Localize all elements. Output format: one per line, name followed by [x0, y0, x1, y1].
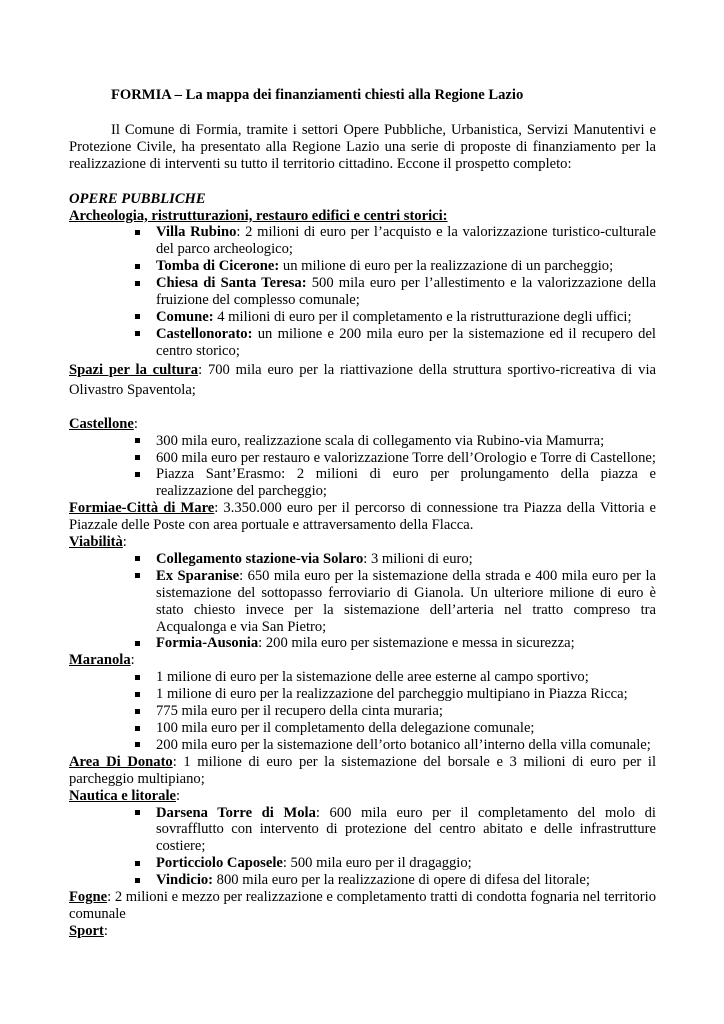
- document-title: FORMIA – La mappa dei finanziamenti chiesti alla Regione Lazio: [111, 87, 524, 103]
- section-title-opere-pubbliche: OPERE PUBBLICHE: [69, 190, 206, 207]
- heading-colon: :: [122, 534, 127, 551]
- item-lead: Ex Sparanise: [156, 567, 240, 584]
- castellone-heading-text: Castellone: [69, 415, 134, 432]
- list-item: 1 milione di euro per la sistemazione delle aree esterne al campo sportivo;: [156, 669, 656, 686]
- formiae-heading: Formiae-Città di Mare: [69, 500, 215, 517]
- nautica-list: [69, 805, 656, 890]
- list-item: [156, 326, 656, 360]
- viabilita-heading: [69, 534, 656, 551]
- list-item: 100 mila euro per il completamento della delegazione comunale;: [156, 720, 656, 737]
- item-lead: Formia-Ausonia: [156, 635, 259, 652]
- sport-heading-text: Sport: [69, 922, 104, 939]
- maranola-list: [69, 669, 656, 754]
- list-item: [156, 855, 656, 872]
- item-text: un milione di euro per la realizzazione di un parcheggio;: [279, 258, 614, 275]
- item-lead: Chiesa di Santa Teresa:: [156, 275, 307, 292]
- list-item: Piazza Sant’Erasmo: 2 milioni di euro per prolungamento della piazza e realizzazione del parcheggio;: [156, 466, 656, 500]
- castellone-list: [69, 433, 656, 501]
- list-item: [156, 805, 656, 856]
- item-text: 800 mila euro per la realizzazione di opere di difesa del litorale;: [213, 872, 590, 889]
- viabilita-list: [69, 551, 656, 652]
- list-item: [156, 551, 656, 568]
- archeologia-heading-text: Archeologia, ristrutturazioni, restauro edifici e centri storici:: [69, 207, 448, 224]
- list-item: [156, 635, 656, 652]
- document-page: [69, 87, 656, 940]
- list-item: 600 mila euro per restauro e valorizzazione Torre dell’Orologio e Torre di Castellone;: [156, 449, 656, 466]
- archeologia-list: [69, 224, 656, 359]
- item-lead: Vindicio:: [156, 872, 214, 889]
- fogne-text: : 2 milioni e mezzo per realizzazione e completamento tratti di condotta fognaria nel territorio comunale: [69, 889, 656, 922]
- area-di-donato-heading: Area Di Donato: [69, 753, 173, 770]
- list-item: 775 mila euro per il recupero della cinta muraria;: [156, 703, 656, 720]
- list-item: [156, 258, 656, 275]
- item-text: 4 milioni di euro per il completamento e la ristrutturazione degli uffici;: [213, 308, 632, 325]
- item-text: : 500 mila euro per il dragaggio;: [282, 855, 472, 872]
- maranola-heading: [69, 652, 656, 669]
- formiae-text: : 3.350.000 euro per il percorso di connessione tra Piazza della Vittoria e Piazzale delle Poste con area portuale e attraversamento della Flacca.: [69, 500, 657, 534]
- list-item: [156, 568, 656, 636]
- item-text: 500 mila euro per l’allestimento e la valorizzazione della fruizione del complesso comunale;: [156, 275, 656, 309]
- item-text: : 600 mila euro per il completamento del molo di sovrafflutto con intervento di protezione del centro abitato e delle infrastrutture costiere;: [156, 804, 656, 855]
- list-item: 300 mila euro, realizzazione scala di collegamento via Rubino-via Mamurra;: [156, 433, 656, 450]
- area-di-donato-text: : 1 milione di euro per la sistemazione del borsale e 3 milioni di euro per il parcheggio multipiano;: [69, 753, 657, 787]
- sport-heading: [69, 923, 656, 940]
- list-item: [156, 275, 656, 309]
- heading-colon: :: [133, 415, 138, 432]
- item-lead: Darsena Torre di Mola: [156, 804, 316, 821]
- item-text: : 200 mila euro per sistemazione e messa in sicurezza;: [258, 635, 575, 652]
- item-text: : 3 milioni di euro;: [363, 550, 473, 567]
- item-text: : 650 mila euro per la sistemazione della strada e 400 mila euro per la sistemazione del sottopasso ferroviario di Gianola. Un ulteriore milione di euro è stato chiesto invece per la sistemazione dell’arteria nel tratto compreso tra Acqualonga e via San Pietro;: [156, 567, 657, 635]
- list-item: [156, 224, 656, 258]
- area-di-donato-paragraph: [69, 754, 656, 788]
- item-lead: Comune:: [156, 308, 214, 325]
- item-lead: Castellonorato:: [156, 325, 253, 342]
- archeologia-heading: [69, 208, 656, 225]
- heading-colon: :: [130, 652, 135, 669]
- list-item: [156, 872, 656, 889]
- item-lead: Villa Rubino: [156, 224, 237, 241]
- fogne-paragraph: [69, 889, 656, 923]
- spazi-cultura-text: : 700 mila euro per la riattivazione della struttura sportivo-ricreativa di via Olivastro Spaventola;: [69, 361, 656, 398]
- list-item: 1 milione di euro per la realizzazione del parcheggio multipiano in Piazza Ricca;: [156, 686, 656, 703]
- list-item: 200 mila euro per la sistemazione dell’orto botanico all’interno della villa comunale;: [156, 737, 656, 754]
- intro-paragraph: Il Comune di Formia, tramite i settori Opere Pubbliche, Urbanistica, Servizi Manutentivi e Protezione Civile, ha presentato alla Regione Lazio una serie di proposte di finanziamento per la realizzazione di interventi su tutto il territorio cittadino. Eccone il prospetto completo:: [69, 121, 656, 172]
- heading-colon: :: [103, 922, 108, 939]
- item-lead: Porticciolo Caposele: [156, 855, 283, 872]
- list-item: [156, 309, 656, 326]
- formiae-paragraph: [69, 500, 656, 534]
- item-text: : 2 milioni di euro per l’acquisto e la valorizzazione turistico-culturale del parco archeologico;: [156, 224, 656, 258]
- item-lead: Collegamento stazione-via Solaro: [156, 550, 364, 567]
- heading-colon: :: [176, 787, 181, 804]
- spazi-cultura-paragraph: [69, 360, 656, 400]
- nautica-heading: [69, 788, 656, 805]
- castellone-heading: [69, 416, 656, 433]
- nautica-heading-text: Nautica e litorale: [69, 787, 176, 804]
- viabilita-heading-text: Viabilità: [69, 534, 123, 551]
- fogne-heading: Fogne: [69, 889, 108, 906]
- item-text: un milione e 200 mila euro per la sistemazione ed il recupero del centro storico;: [156, 325, 656, 359]
- item-lead: Tomba di Cicerone:: [156, 258, 280, 275]
- spazi-cultura-heading: Spazi per la cultura: [69, 361, 199, 378]
- maranola-heading-text: Maranola: [69, 652, 131, 669]
